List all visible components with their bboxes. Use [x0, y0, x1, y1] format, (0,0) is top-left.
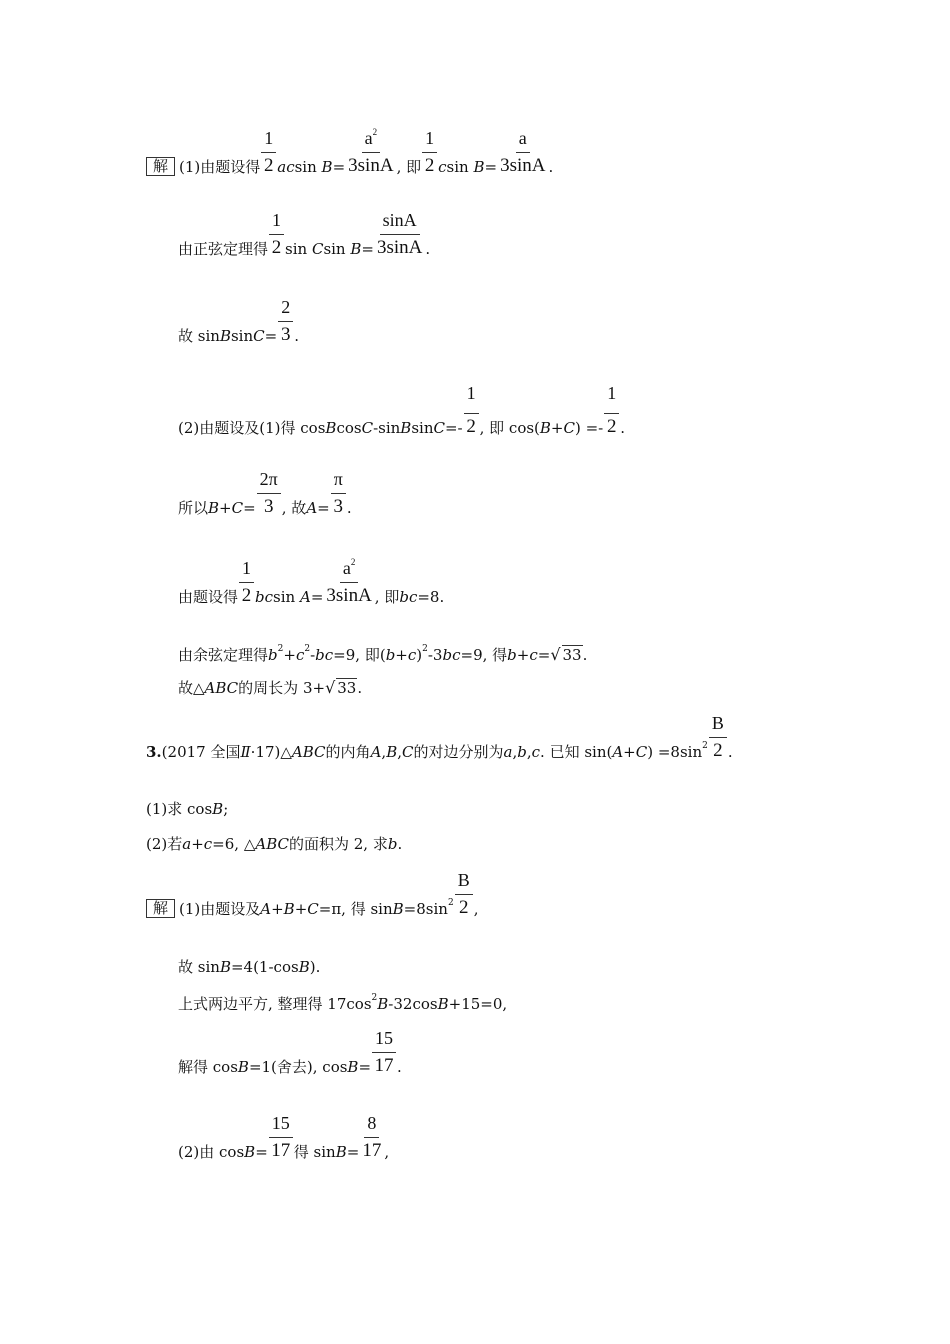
fraction: $\frac{15}{17}$ [269, 1113, 293, 1161]
fraction: $\frac{a^2}{3\sin A}$ [348, 127, 394, 176]
problem-number: 3. [146, 743, 162, 761]
solution-line-6: 由题设得 $\frac{1}{2}$ bc sin A = $\frac{a^2}{3\sin A}$ , 即 bc =8. [178, 557, 445, 606]
fraction: $\frac{2\pi}{3}$ [257, 469, 281, 517]
fraction: $\frac{8}{17}$ [362, 1113, 382, 1161]
radical-sign: √ [550, 645, 561, 664]
solution-line-2: 由正弦定理得 $\frac{1}{2}$ sin C sin B = $\frac{\sin A}{3\sin A}$ . [178, 210, 431, 258]
solution-line-1: 解 (1)由题设得 $\frac{1}{2}$ ac sin B = $\frac{a^2}{3\sin A}$ , 即 $\frac{1}{2}$ c sin B = $\frac{a}{3\sin A}$ . [146, 128, 553, 176]
fraction: $\frac{a}{3\sin A}$ [500, 128, 546, 176]
solution-line-5: 所以 B+C = $\frac{2\pi}{3}$ , 故 A = $\frac{\pi}{3}$ . [178, 469, 352, 517]
solution-label-badge: 解 [146, 157, 175, 176]
fraction: $\frac{B}{2}$ [709, 713, 727, 761]
fraction: $\frac{15}{17}$ [372, 1028, 396, 1076]
solution-line-3: 故 sin B sin C = $\frac{2}{3}$ . [178, 297, 299, 345]
fraction: $\frac{1}{2}$ [261, 128, 276, 176]
problem-3-solution-line-2: 故 sin B =4(1-cos B ). [178, 958, 321, 976]
fraction: $\frac{1}{2}$ [604, 383, 619, 437]
fraction: $\frac{\sin A}{3\sin A}$ [376, 210, 423, 258]
solution-line-7: 由余弦定理得 b $^2$ + c $^2$ - bc =9, 即( b+c ) $^2$ -3 bc =9, 得 b+c = √ 33 . [178, 644, 588, 664]
radical-sign: √ [325, 678, 336, 697]
solution-line-4: (2)由题设及(1)得 cos B cos C -sin B sin C =- $\frac{1}{2}$ , 即 cos( B+C ) =- $\frac{1}{2}$ . [178, 383, 626, 437]
fraction: $\frac{a^2}{3\sin A}$ [326, 557, 372, 606]
solution-line-8: 故△ ABC 的周长为 3 + √ 33 . [178, 678, 363, 697]
fraction: $\frac{\pi}{3}$ [331, 469, 346, 517]
problem-3-solution-line-5: (2)由 cos B = $\frac{15}{17}$ 得 sin B = $\frac{8}{17}$ , [178, 1113, 390, 1161]
fraction: $\frac{1}{2}$ [464, 383, 479, 437]
problem-3-part-1: (1)求 cos B ; [146, 800, 229, 818]
problem-3-solution-line-3: 上式两边平方, 整理得 17cos $^2$ B -32cos B +15=0, [178, 993, 508, 1013]
fraction: $\frac{B}{2}$ [455, 870, 473, 918]
solution-label-badge: 解 [146, 899, 175, 918]
fraction: $\frac{1}{2}$ [269, 210, 284, 258]
fraction: $\frac{1}{2}$ [239, 558, 254, 606]
problem-3-part-2: (2)若 a+c =6, △ ABC 的面积为 2, 求 b . [146, 835, 403, 853]
fraction: $\frac{2}{3}$ [278, 297, 293, 345]
problem-3-statement: 3. (2017 全国 Ⅱ ·17)△ ABC 的内角 A , B , C 的对边分别为 a , b , c . 已知 sin( A+C ) =8sin $^2$ $\frac{B}{2}$ . [146, 713, 733, 761]
fraction: $\frac{1}{2}$ [422, 128, 437, 176]
problem-3-solution-line-1: 解 (1)由题设及 A+B+C =π, 得 sin B =8sin $^2$ $\frac{B}{2}$ , [146, 870, 478, 918]
problem-3-solution-line-4: 解得 cos B =1(舍去), cos B = $\frac{15}{17}$ . [178, 1028, 402, 1076]
